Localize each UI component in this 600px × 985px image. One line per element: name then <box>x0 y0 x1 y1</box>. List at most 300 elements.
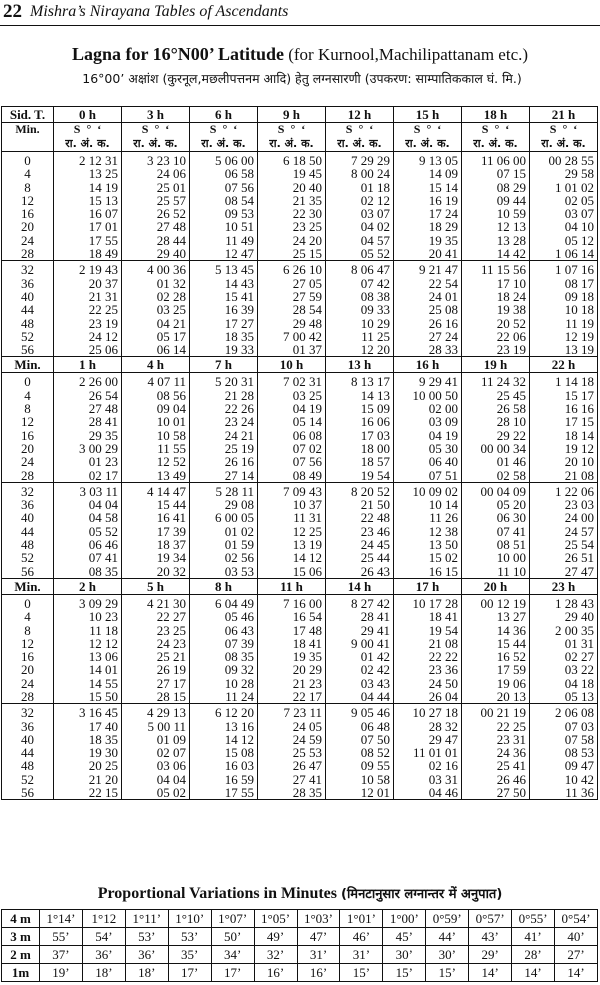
lagna-value: 05 17 <box>156 328 186 344</box>
lagna-value: 05 30 <box>428 440 458 456</box>
lagna-value: 22 25 <box>496 718 526 734</box>
lagna-value: 3 03 11 <box>79 483 118 499</box>
lagna-value: 7 16 00 <box>283 595 322 611</box>
lagna-value: 07 03 <box>564 718 594 734</box>
minute-value: 36 <box>21 718 34 734</box>
proportional-table <box>1 909 598 982</box>
lagna-value: 6 00 05 <box>215 510 254 526</box>
devanagari-header: रा. अं. क. <box>326 136 394 152</box>
minute-value: 20 <box>21 440 34 456</box>
lagna-value: 07 56 <box>292 454 322 470</box>
lagna-value: 04 19 <box>292 401 322 417</box>
lagna-column <box>326 594 394 703</box>
minute-value: 56 <box>21 785 34 800</box>
lagna-value: 23 31 <box>496 731 526 747</box>
proportional-value: 49’ <box>254 928 297 946</box>
table-row <box>2 594 598 703</box>
proportional-value: 29’ <box>469 946 512 964</box>
table-row <box>2 482 598 578</box>
lagna-value: 11 15 56 <box>480 262 526 278</box>
lagna-value: 7 02 31 <box>283 374 322 390</box>
lagna-value: 20 52 <box>496 315 526 331</box>
lagna-value: 2 12 31 <box>79 153 118 168</box>
lagna-value: 20 25 <box>88 758 118 774</box>
hour-header: 8 h <box>190 578 258 594</box>
proportional-value: 37’ <box>40 946 83 964</box>
lagna-value: 19 54 <box>360 467 390 483</box>
lagna-value: 17 15 <box>564 414 594 430</box>
lagna-value: 16 06 <box>360 414 390 430</box>
minute-value: 52 <box>21 328 34 344</box>
proportional-value: 18’ <box>82 964 125 982</box>
table-row <box>2 704 598 800</box>
lagna-value: 28 33 <box>428 342 458 357</box>
hour-header: 19 h <box>462 357 530 373</box>
lagna-value: 10 27 18 <box>412 705 458 721</box>
lagna-value: 27 47 <box>564 563 594 579</box>
lagna-value: 19 34 <box>156 550 186 566</box>
lagna-value: 27 48 <box>156 219 186 235</box>
lagna-value: 01 32 <box>156 275 186 291</box>
lagna-value: 08 38 <box>360 288 390 304</box>
lagna-value: 09 53 <box>224 206 254 222</box>
minute-value: 36 <box>21 275 34 291</box>
lagna-value: 4 00 36 <box>147 262 186 278</box>
lagna-value: 04 04 <box>88 497 118 513</box>
lagna-value: 29 41 <box>360 622 390 638</box>
proportional-value: 1°01’ <box>340 910 383 928</box>
lagna-value: 04 57 <box>360 232 390 248</box>
lagna-value: 24 57 <box>564 523 594 539</box>
proportional-value: 15’ <box>340 964 383 982</box>
lagna-value: 20 41 <box>428 246 458 261</box>
proportional-value: 0°57’ <box>469 910 512 928</box>
hour-header: 22 h <box>530 357 598 373</box>
lagna-value: 11 06 00 <box>480 153 526 168</box>
lagna-value: 06 43 <box>224 622 254 638</box>
lagna-value: 10 37 <box>292 497 322 513</box>
sign-degree-minute-header: S ° ‘ <box>394 123 462 137</box>
lagna-column <box>190 261 258 357</box>
lagna-value: 24 50 <box>428 675 458 691</box>
lagna-value: 27 50 <box>496 785 526 800</box>
lagna-value: 00 28 55 <box>548 153 594 168</box>
lagna-column <box>326 373 394 482</box>
devanagari-header-row <box>2 136 598 152</box>
lagna-value: 20 10 <box>564 454 594 470</box>
lagna-value: 14 36 <box>496 622 526 638</box>
table-row <box>2 261 598 357</box>
proportional-value: 1°14’ <box>40 910 83 928</box>
lagna-value: 5 00 11 <box>147 718 186 734</box>
lagna-value: 07 39 <box>224 635 254 651</box>
lagna-value: 9 13 05 <box>419 153 458 168</box>
lagna-value: 3 09 29 <box>79 595 118 611</box>
lagna-value: 05 12 <box>564 232 594 248</box>
lagna-value: 11 01 01 <box>412 745 458 761</box>
lagna-value: 10 09 02 <box>412 483 458 499</box>
lagna-value: 9 00 41 <box>351 635 390 651</box>
lagna-value: 14 19 <box>88 179 118 195</box>
lagna-value: 23 36 <box>428 662 458 678</box>
lagna-value: 07 15 <box>496 166 526 182</box>
lagna-value: 02 17 <box>88 467 118 483</box>
lagna-value: 17 40 <box>88 718 118 734</box>
lagna-value: 28 54 <box>292 302 322 318</box>
lagna-column <box>530 373 598 482</box>
lagna-value: 09 18 <box>564 288 594 304</box>
lagna-value: 26 19 <box>156 662 186 678</box>
lagna-value: 12 01 <box>360 785 390 800</box>
lagna-value: 6 18 50 <box>283 153 322 168</box>
devanagari-header: रा. अं. क. <box>530 136 598 152</box>
lagna-value: 23 19 <box>88 315 118 331</box>
lagna-value: 15 44 <box>496 635 526 651</box>
lagna-value: 10 17 28 <box>412 595 458 611</box>
lagna-value: 17 39 <box>156 523 186 539</box>
lagna-value: 27 59 <box>292 288 322 304</box>
hour-header: 20 h <box>462 578 530 594</box>
minute-value: 8 <box>24 401 31 417</box>
lagna-value: 14 42 <box>496 246 526 261</box>
proportional-value: 30’ <box>426 946 469 964</box>
lagna-value: 16 19 <box>428 192 458 208</box>
lagna-value: 7 23 11 <box>283 705 322 721</box>
lagna-value: 11 24 <box>225 688 254 704</box>
proportional-value: 19’ <box>40 964 83 982</box>
lagna-value: 7 09 43 <box>283 483 322 499</box>
proportional-value: 45’ <box>383 928 426 946</box>
lagna-value: 15 44 <box>156 497 186 513</box>
lagna-value: 27 48 <box>88 401 118 417</box>
lagna-value: 04 10 <box>564 219 594 235</box>
proportional-value: 32’ <box>254 946 297 964</box>
lagna-value: 21 20 <box>88 771 118 787</box>
proportional-row <box>2 964 598 982</box>
lagna-value: 21 23 <box>292 675 322 691</box>
lagna-value: 03 09 <box>428 414 458 430</box>
minute-value: 0 <box>24 374 31 390</box>
lagna-value: 25 21 <box>156 649 186 665</box>
lagna-value: 1 01 02 <box>555 179 594 195</box>
lagna-value: 19 12 <box>564 440 594 456</box>
minute-value: 0 <box>24 153 31 168</box>
proportional-value: 46’ <box>340 928 383 946</box>
lagna-value: 29 08 <box>224 497 254 513</box>
lagna-value: 4 07 11 <box>147 374 186 390</box>
lagna-value: 22 26 <box>224 401 254 417</box>
lagna-value: 16 52 <box>496 649 526 665</box>
sign-degree-minute-header: S ° ‘ <box>462 123 530 137</box>
lagna-value: 26 47 <box>292 758 322 774</box>
table-row <box>2 152 598 261</box>
lagna-value: 04 19 <box>428 427 458 443</box>
lagna-value: 9 21 47 <box>419 262 458 278</box>
hour-header: 13 h <box>326 357 394 373</box>
proportional-value: 17’ <box>211 964 254 982</box>
lagna-column <box>530 482 598 578</box>
lagna-value: 07 56 <box>224 179 254 195</box>
lagna-value: 16 15 <box>428 563 458 579</box>
lagna-value: 17 55 <box>88 232 118 248</box>
lagna-value: 13 50 <box>428 537 458 553</box>
lagna-value: 10 00 <box>496 550 526 566</box>
lagna-value: 6 12 20 <box>215 705 254 721</box>
lagna-value: 18 24 <box>496 288 526 304</box>
lagna-value: 02 58 <box>496 467 526 483</box>
lagna-value: 10 23 <box>88 609 118 625</box>
lagna-value: 22 25 <box>88 302 118 318</box>
lagna-value: 17 10 <box>496 275 526 291</box>
minute-value: 4 <box>24 387 31 403</box>
lagna-value: 28 15 <box>156 688 186 704</box>
proportional-title-en: Proportional Variations in Minutes <box>97 885 337 902</box>
lagna-value: 09 47 <box>564 758 594 774</box>
lagna-value: 00 00 34 <box>480 440 526 456</box>
lagna-value: 10 58 <box>156 427 186 443</box>
lagna-value: 23 25 <box>292 219 322 235</box>
proportional-title-hi: (मिनटानुसार लग्नान्तर में अनुपात) <box>341 887 503 902</box>
proportional-value: 50’ <box>211 928 254 946</box>
minutes-label: Min. <box>2 578 54 594</box>
lagna-value: 4 29 13 <box>147 705 186 721</box>
lagna-column <box>462 704 530 800</box>
lagna-value: 03 25 <box>292 387 322 403</box>
proportional-value: 35’ <box>168 946 211 964</box>
minute-value: 56 <box>21 342 34 357</box>
lagna-value: 29 58 <box>564 166 594 182</box>
proportional-value: 1°07’ <box>211 910 254 928</box>
lagna-value: 13 25 <box>88 166 118 182</box>
lagna-value: 26 46 <box>496 771 526 787</box>
minute-value: 56 <box>21 563 34 579</box>
minute-value: 8 <box>24 622 31 638</box>
lagna-value: 11 18 <box>89 622 118 638</box>
proportional-value: 15’ <box>383 964 426 982</box>
lagna-value: 22 48 <box>360 510 390 526</box>
sign-degree-minute-header: S ° ‘ <box>190 123 258 137</box>
lagna-value: 4 21 30 <box>147 595 186 611</box>
lagna-value: 24 01 <box>428 288 458 304</box>
proportional-value: 27’ <box>555 946 598 964</box>
lagna-value: 18 57 <box>360 454 390 470</box>
sign-degree-minute-header: S ° ‘ <box>122 123 190 137</box>
lagna-column <box>326 482 394 578</box>
lagna-value: 16 54 <box>292 609 322 625</box>
lagna-value: 07 41 <box>496 523 526 539</box>
lagna-column <box>258 261 326 357</box>
lagna-value: 22 54 <box>428 275 458 291</box>
lagna-value: 03 31 <box>428 771 458 787</box>
lagna-column <box>190 482 258 578</box>
lagna-value: 21 31 <box>88 288 118 304</box>
proportional-value: 28’ <box>512 946 555 964</box>
lagna-column <box>54 704 122 800</box>
lagna-value: 23 19 <box>496 342 526 357</box>
lagna-value: 02 00 <box>428 401 458 417</box>
running-title: Mishra’s Nirayana Tables of Ascendants <box>30 3 289 20</box>
proportional-value: 1°12 <box>82 910 125 928</box>
lagna-value: 11 24 32 <box>480 374 526 390</box>
lagna-value: 25 19 <box>224 440 254 456</box>
lagna-value: 10 29 <box>360 315 390 331</box>
lagna-value: 17 48 <box>292 622 322 638</box>
hour-header-row <box>2 357 598 373</box>
hour-header: 11 h <box>258 578 326 594</box>
hour-header: 1 h <box>54 357 122 373</box>
sign-degree-minute-header: S ° ‘ <box>54 123 122 137</box>
lagna-column <box>122 482 190 578</box>
hour-header: 0 h <box>54 107 122 123</box>
lagna-value: 08 53 <box>564 745 594 761</box>
lagna-value: 04 04 <box>156 771 186 787</box>
lagna-column <box>462 373 530 482</box>
lagna-column <box>54 482 122 578</box>
minute-value: 32 <box>21 483 34 499</box>
lagna-value: 16 39 <box>224 302 254 318</box>
lagna-value: 26 54 <box>88 387 118 403</box>
proportional-value: 1°03’ <box>297 910 340 928</box>
lagna-value: 29 22 <box>496 427 526 443</box>
lagna-value: 6 26 10 <box>283 262 322 278</box>
lagna-value: 18 14 <box>564 427 594 443</box>
lagna-value: 15 02 <box>428 550 458 566</box>
lagna-value: 23 24 <box>224 414 254 430</box>
lagna-value: 28 35 <box>292 785 322 800</box>
empty-cell <box>2 136 54 152</box>
lagna-value: 15 14 <box>428 179 458 195</box>
lagna-value: 25 08 <box>428 302 458 318</box>
minutes-label: Min. <box>2 357 54 373</box>
lagna-value: 05 46 <box>224 609 254 625</box>
lagna-value: 16 03 <box>224 758 254 774</box>
lagna-value: 01 37 <box>292 342 322 357</box>
lagna-value: 16 41 <box>156 510 186 526</box>
proportional-value: 30’ <box>383 946 426 964</box>
lagna-column <box>54 594 122 703</box>
lagna-column <box>54 261 122 357</box>
lagna-column <box>258 482 326 578</box>
lagna-column <box>394 704 462 800</box>
lagna-value: 11 55 <box>157 440 186 456</box>
lagna-value: 28 41 <box>360 609 390 625</box>
minute-value: 40 <box>21 731 34 747</box>
lagna-value: 13 16 <box>224 718 254 734</box>
hour-header: 9 h <box>258 107 326 123</box>
lagna-value: 25 44 <box>360 550 390 566</box>
lagna-value: 26 16 <box>224 454 254 470</box>
lagna-value: 26 52 <box>156 206 186 222</box>
lagna-value: 8 27 42 <box>351 595 390 611</box>
lagna-column <box>462 152 530 261</box>
hour-header-row <box>2 107 598 123</box>
lagna-value: 21 28 <box>224 387 254 403</box>
lagna-column <box>258 373 326 482</box>
lagna-value: 11 36 <box>565 785 594 800</box>
lagna-value: 13 19 <box>292 537 322 553</box>
hour-header: 15 h <box>394 107 462 123</box>
lagna-value: 12 20 <box>360 342 390 357</box>
lagna-value: 21 08 <box>564 467 594 483</box>
lagna-value: 02 42 <box>360 662 390 678</box>
proportional-row-label: 4 m <box>2 910 40 928</box>
lagna-value: 22 30 <box>292 206 322 222</box>
minute-value: 24 <box>21 454 34 470</box>
lagna-value: 01 46 <box>496 454 526 470</box>
lagna-value: 05 14 <box>292 414 322 430</box>
lagna-value: 28 10 <box>496 414 526 430</box>
proportional-value: 0°55’ <box>512 910 555 928</box>
lagna-value: 10 51 <box>224 219 254 235</box>
lagna-column <box>394 594 462 703</box>
table-title-rest: (for Kurnool,Machilipattanam etc.) <box>283 45 529 64</box>
proportional-row-label: 3 m <box>2 928 40 946</box>
minute-value: 12 <box>21 414 34 430</box>
lagna-value: 11 19 <box>565 315 594 331</box>
lagna-value: 06 46 <box>88 537 118 553</box>
devanagari-header: रा. अं. क. <box>462 136 530 152</box>
lagna-value: 22 17 <box>292 688 322 704</box>
minute-value: 16 <box>21 649 34 665</box>
lagna-value: 08 56 <box>156 387 186 403</box>
lagna-value: 27 17 <box>156 675 186 691</box>
lagna-value: 8 06 47 <box>351 262 390 278</box>
minutes-column <box>2 261 54 357</box>
lagna-value: 08 35 <box>88 563 118 579</box>
lagna-value: 07 41 <box>88 550 118 566</box>
lagna-value: 14 01 <box>88 662 118 678</box>
lagna-value: 29 48 <box>292 315 322 331</box>
lagna-column <box>326 704 394 800</box>
proportional-value: 54’ <box>82 928 125 946</box>
lagna-column <box>190 152 258 261</box>
lagna-column <box>54 373 122 482</box>
minute-value: 36 <box>21 497 34 513</box>
lagna-value: 03 07 <box>564 206 594 222</box>
lagna-value: 01 18 <box>360 179 390 195</box>
minute-value: 48 <box>21 537 34 553</box>
lagna-value: 20 37 <box>88 275 118 291</box>
lagna-value: 11 26 <box>429 510 458 526</box>
lagna-value: 18 41 <box>428 609 458 625</box>
lagna-value: 25 06 <box>88 342 118 357</box>
devanagari-header: रा. अं. क. <box>394 136 462 152</box>
proportional-value: 1°00’ <box>383 910 426 928</box>
lagna-value: 19 33 <box>224 342 254 357</box>
proportional-value: 14’ <box>555 964 598 982</box>
lagna-column <box>258 704 326 800</box>
lagna-column <box>122 594 190 703</box>
lagna-value: 10 42 <box>564 771 594 787</box>
lagna-value: 08 51 <box>496 537 526 553</box>
lagna-value: 03 53 <box>224 563 254 579</box>
lagna-value: 14 55 <box>88 675 118 691</box>
minute-value: 12 <box>21 192 34 208</box>
lagna-value: 24 20 <box>292 232 322 248</box>
lagna-value: 27 41 <box>292 771 322 787</box>
hour-header: 5 h <box>122 578 190 594</box>
lagna-value: 22 22 <box>428 649 458 665</box>
sub-header-row <box>2 123 598 137</box>
lagna-value: 05 52 <box>88 523 118 539</box>
lagna-value: 12 38 <box>428 523 458 539</box>
lagna-value: 02 07 <box>156 745 186 761</box>
minutes-column <box>2 704 54 800</box>
lagna-value: 08 35 <box>224 649 254 665</box>
lagna-value: 24 21 <box>224 427 254 443</box>
page-header <box>0 0 600 26</box>
lagna-value: 19 35 <box>428 232 458 248</box>
